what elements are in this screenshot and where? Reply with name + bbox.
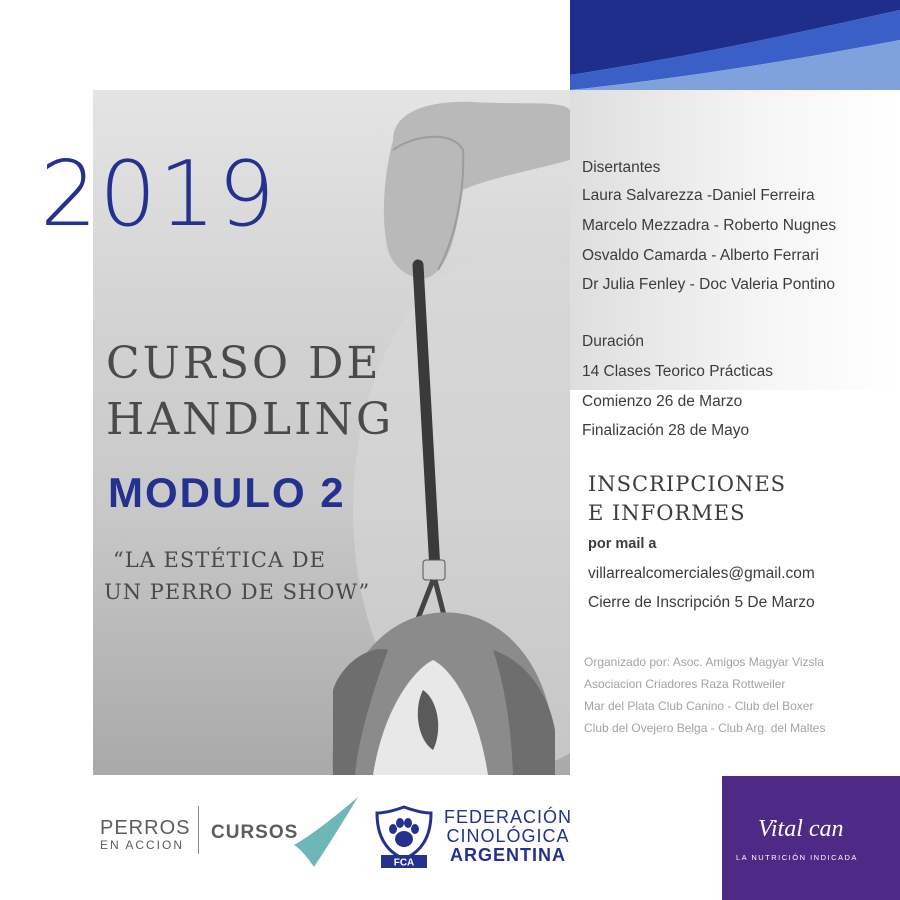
duration-line: Finalización 28 de Mayo [582,422,750,439]
duration-line: Comienzo 26 de Marzo [582,393,743,410]
course-title-line2: HANDLING [106,394,395,445]
speaker-line: Laura Salvarezza -Daniel Ferreira [582,187,815,204]
inscription-heading-line1: INSCRIPCIONES [588,472,787,496]
fca-line3: ARGENTINA [450,844,566,865]
quote-line2: UN PERRO DE SHOW” [104,580,371,604]
teal-brush-stroke-icon [292,795,362,870]
speaker-line: Marcelo Mezzadra - Roberto Nugnes [582,217,837,234]
course-title-line1: CURSO DE [106,338,382,389]
fca-badge-label: FCA [393,857,415,869]
inscription-heading-line2: E INFORMES [588,501,746,525]
vitalcan-logo: Vital can [758,816,844,842]
organizer-line: Mar del Plata Club Canino - Club del Boxer [584,699,814,713]
organizer-line: Club del Ovejero Belga - Club Arg. del Maltes [584,721,826,735]
fca-line1: FEDERACIÓN [444,807,573,827]
duration-line: 14 Clases Teorico Prácticas [582,363,773,380]
mail-label: por mail a [588,536,657,552]
speaker-line: Osvaldo Camarda - Alberto Ferrari [582,247,819,264]
fca-line2: CINOLÓGICA [446,825,570,846]
duration-heading: Duración [582,333,645,350]
perros-en-accion-logo [100,818,190,851]
footer-divider [198,806,199,854]
fca-logo-text [444,808,572,865]
quote-line1: “LA ESTÉTICA DE [113,548,326,572]
module-title: MODULO 2 [108,469,346,516]
cursos-label: CURSOS [211,822,299,843]
organizer-line: Organizado por: Asoc. Amigos Magyar Vizsla [584,655,824,669]
year-heading: 2019 [40,142,278,247]
inscription-close-date: Cierre de Inscripción 5 De Marzo [588,594,815,611]
organizer-line: Asociacion Criadores Raza Rottweiler [584,677,786,691]
paw-print-shield-icon [375,805,433,869]
vitalcan-tagline: LA NUTRICIÓN INDICADA [736,853,858,862]
perros-logo-line1: PERROS [100,817,191,839]
speakers-heading: Disertantes [582,159,661,176]
top-banner-ribbons [570,0,900,90]
speaker-line: Dr Julia Fenley - Doc Valeria Pontino [582,276,835,293]
perros-logo-line2: EN ACCION [100,838,185,852]
contact-email-link[interactable]: villarrealcomerciales@gmail.com [588,565,815,582]
